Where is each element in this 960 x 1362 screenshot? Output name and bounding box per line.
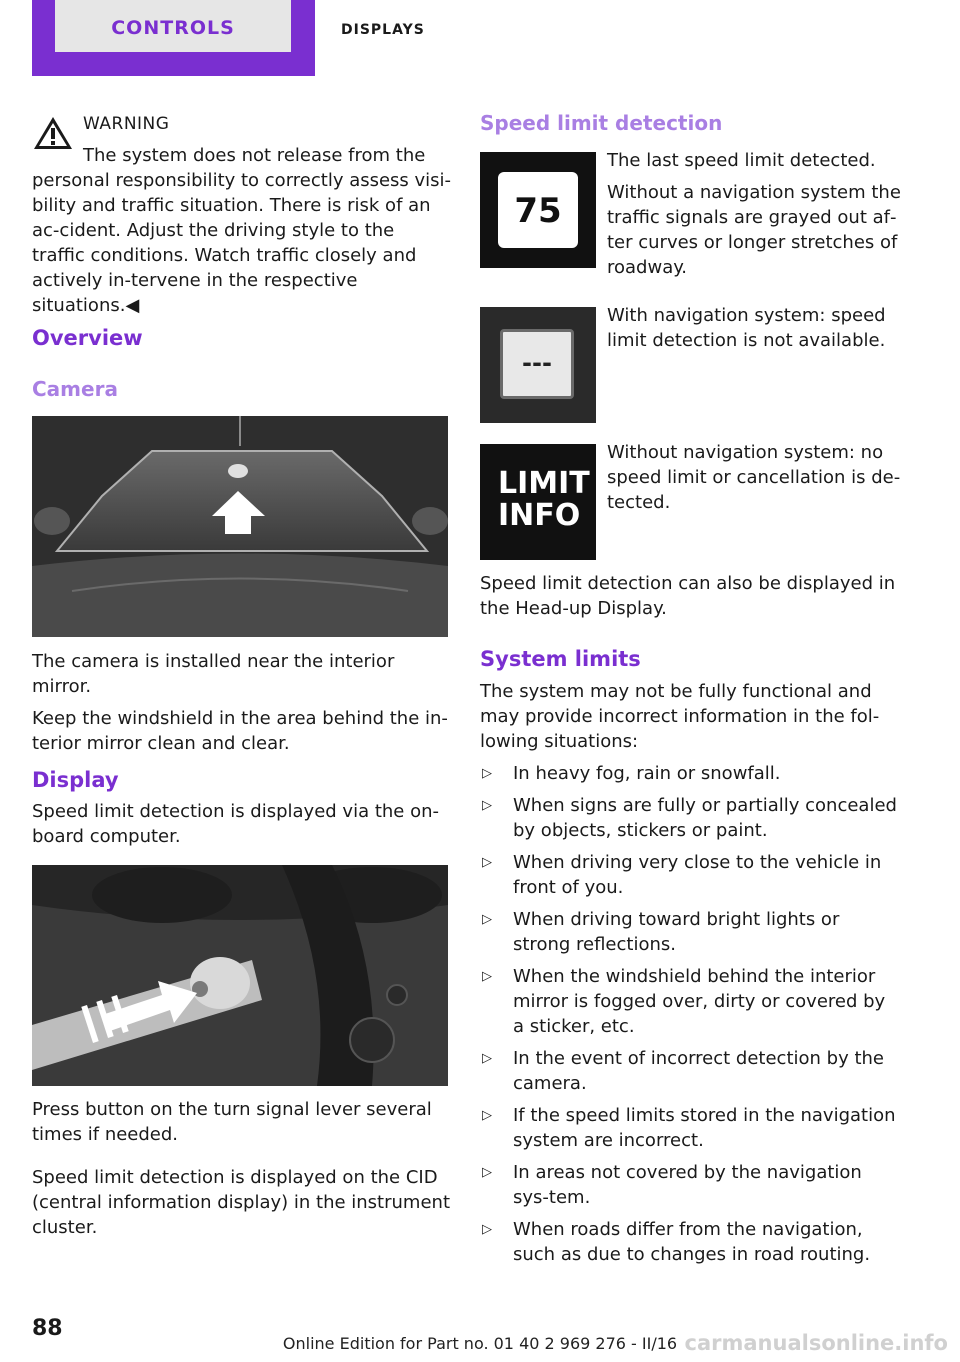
edition-footer: Online Edition for Part no. 01 40 2 969 276 - II/16 xyxy=(282,1334,678,1353)
system-limits-intro: The system may not be fully functional and may provide incorrect information in the fol‐lowing situations: xyxy=(480,681,880,752)
list-item: ▷ If the speed limits stored in the navigation system are incorrect. xyxy=(480,1103,900,1153)
warning-text: The system does not release from the personal responsibility to correctly assess visi‐bility and traffic situation. There is risk of an ac‐cident. Adjust the driving style to the traffic conditions. Watch traffic closely and actively in‐tervene in the respective situations.◀ xyxy=(32,145,452,316)
warning-title: WARNING xyxy=(83,114,170,134)
page-number: 88 xyxy=(32,1316,63,1341)
speed-limit-75-icon xyxy=(480,152,596,268)
overview-heading: Overview xyxy=(32,326,143,350)
display-paragraph-2: Press button on the turn signal lever several times if needed. xyxy=(32,1099,432,1145)
system-limits-heading: System limits xyxy=(480,647,641,671)
limit-info-icon xyxy=(480,444,596,560)
list-item: ▷ When roads differ from the navigation, such as due to changes in road routing. xyxy=(480,1217,900,1267)
hud-section xyxy=(480,571,900,621)
speed-limit-detection-heading: Speed limit detection xyxy=(480,111,723,135)
tab-controls[interactable]: CONTROLS xyxy=(55,0,291,52)
system-limits-list xyxy=(480,761,900,1267)
camera-paragraph-1: The camera is installed near the interior mirror. xyxy=(32,651,395,697)
sign1-paragraph-2: Without a navigation system the traffic signals are grayed out af‐ter curves or longer stretches of roadway. xyxy=(607,182,901,278)
system-limits-section xyxy=(480,679,900,1274)
warning-icon xyxy=(32,114,74,152)
list-item: ▷ In areas not covered by the navigation sys‐tem. xyxy=(480,1160,900,1210)
hud-paragraph: Speed limit detection can also be displayed in the Head-up Display. xyxy=(480,573,896,619)
sign2-description xyxy=(607,303,907,353)
list-item: ▷ When signs are fully or partially concealed by objects, stickers or paint. xyxy=(480,793,900,843)
sign2-paragraph: With navigation system: speed limit detection is not available. xyxy=(607,305,886,351)
sign3-paragraph: Without navigation system: no speed limit or cancellation is de‐tected. xyxy=(607,442,901,513)
display-heading: Display xyxy=(32,768,119,792)
camera-section xyxy=(32,649,452,756)
sign1-description xyxy=(607,148,907,280)
camera-windshield-image xyxy=(32,416,448,637)
speed-limit-unavailable-icon xyxy=(480,307,596,423)
display-paragraph-3: Speed limit detection is displayed on the CID (central information display) in the instrument cluster. xyxy=(32,1167,450,1238)
watermark: carmanualsonline.info xyxy=(684,1331,948,1355)
warning-block xyxy=(32,112,452,318)
tab-displays[interactable]: DISPLAYS xyxy=(341,22,425,38)
camera-paragraph-2: Keep the windshield in the area behind the in‐terior mirror clean and clear. xyxy=(32,708,448,754)
sign1-paragraph-1: The last speed limit detected. xyxy=(607,150,876,171)
limit-info-line-2: INFO xyxy=(498,498,581,533)
display-paragraph-1: Speed limit detection is displayed via the on‐board computer. xyxy=(32,801,440,847)
display-intro xyxy=(32,799,452,849)
limit-info-line-1: LIMIT xyxy=(498,466,590,501)
unavailable-sign-value: --- xyxy=(500,329,574,399)
sign3-description xyxy=(607,440,907,515)
list-item: ▷ In heavy fog, rain or snowfall. xyxy=(480,761,900,786)
list-item: ▷ In the event of incorrect detection by the camera. xyxy=(480,1046,900,1096)
list-item: ▷ When driving toward bright lights or strong reflections. xyxy=(480,907,900,957)
camera-heading: Camera xyxy=(32,377,118,401)
list-item: ▷ When the windshield behind the interior mirror is fogged over, dirty or covered by a sticker, etc. xyxy=(480,964,900,1039)
list-item: ▷ When driving very close to the vehicle in front of you. xyxy=(480,850,900,900)
turn-signal-lever-image xyxy=(32,865,448,1086)
display-section xyxy=(32,1097,452,1240)
speed-sign-value: 75 xyxy=(514,191,562,231)
